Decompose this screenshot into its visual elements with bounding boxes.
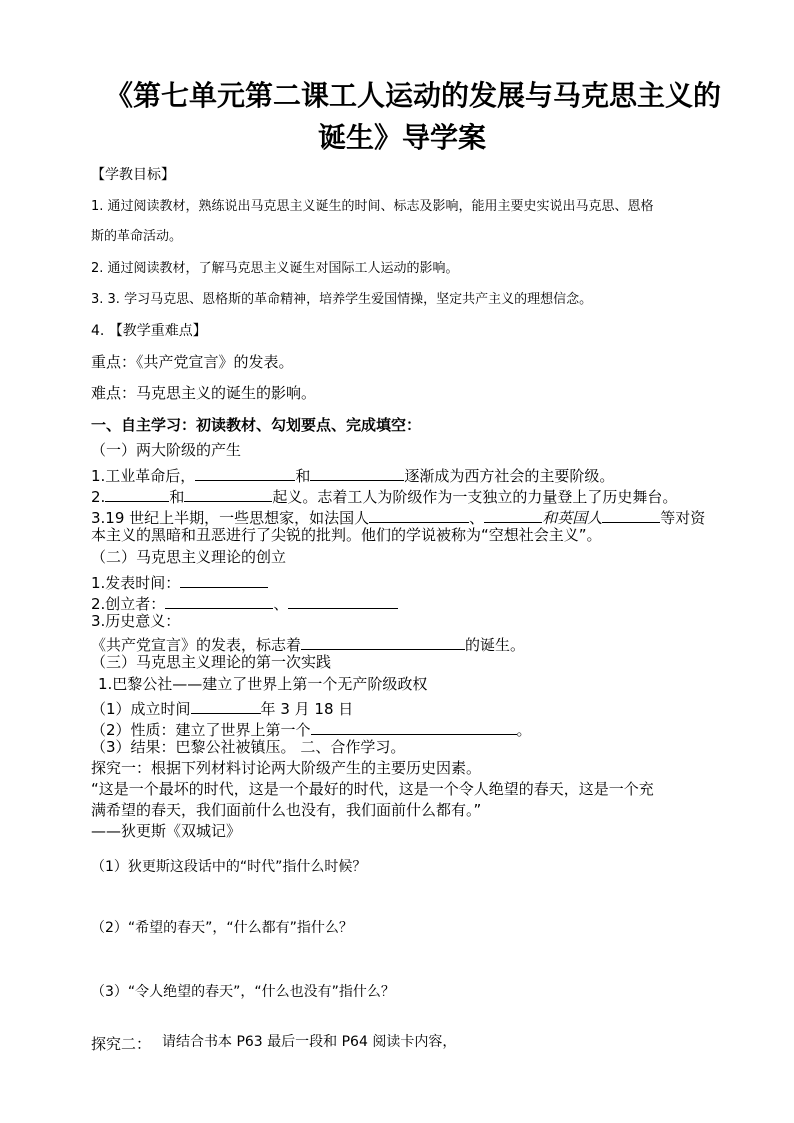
fill-blank[interactable] bbox=[180, 572, 268, 588]
sub3-question-4: （3）结果：巴黎公社被镇压。 二、合作学习。 bbox=[91, 738, 406, 756]
explore1-quote: “这是一个最坏的时代，这是一个最好的时代，这是一个令人绝望的春天，这是一个充 bbox=[91, 780, 654, 798]
objective-item-3: 3. 3. 学习马克思、恩格斯的革命精神，培养学生爱国情操，坚定共产主义的理想信念。 bbox=[91, 292, 593, 307]
objective-item-1: 1. 通过阅读教材，熟练说出马克思主义诞生的时间、标志及影响，能用主要史实说出马克思、恩格 bbox=[91, 199, 654, 214]
explore1-question-3: （3）“令人绝望的春天”，“什么也没有”指什么？ bbox=[91, 984, 395, 1000]
sub1-question-1: 1.工业革命后， 和 逐渐成为西方社会的主要阶级。 bbox=[91, 467, 615, 485]
sub3-question-2: （1）成立时间 年 3 月 18 日 bbox=[91, 700, 354, 718]
sub1-question-3-cont: 本主义的黑暗和丑恶进行了尖锐的批判。他们的学说被称为“空想社会主义”。 bbox=[91, 526, 602, 544]
explore1-quote-cont: 满希望的春天，我们面前什么也没有，我们面前什么都有。” bbox=[91, 801, 482, 819]
fill-blank[interactable] bbox=[602, 507, 660, 523]
fill-blank[interactable] bbox=[310, 465, 404, 481]
explore2-label: 探究二： bbox=[91, 1035, 152, 1053]
sub3-question-1: 1.巴黎公社——建立了世界上第一个无产阶级政权 bbox=[98, 675, 428, 693]
sub2-question-4: 《共产党宣言》的发表，标志着 的诞生。 bbox=[91, 636, 526, 654]
fill-blank[interactable] bbox=[191, 698, 261, 714]
fill-blank[interactable] bbox=[311, 719, 517, 735]
sub2-question-1: 1.发表时间： bbox=[91, 572, 268, 591]
section1-heading: 一、自主学习：初读教材、勾划要点、完成填空： bbox=[91, 416, 422, 434]
fill-blank[interactable] bbox=[184, 486, 272, 502]
sub1-question-2: 2. 和 起义。志着工人为阶级作为一支独立的力量登上了历史舞台。 bbox=[91, 488, 678, 506]
fill-blank[interactable] bbox=[288, 593, 398, 609]
fill-blank[interactable] bbox=[484, 507, 542, 523]
page-title-line2: 诞生》导学案 bbox=[318, 121, 487, 154]
explore2-text: 请结合书本 P63 最后一段和 P64 阅读卡内容， bbox=[162, 1034, 457, 1050]
explore1-question-1: （1）狄更斯这段话中的“时代”指什么时候？ bbox=[91, 859, 367, 875]
objective-item-4: 4. 【教学重难点】 bbox=[91, 323, 207, 339]
objectives-heading: 【学教目标】 bbox=[91, 167, 175, 183]
explore1-heading: 探究一：根据下列材料讨论两大阶级产生的主要历史因素。 bbox=[91, 759, 482, 777]
key-point: 重点：《共产党宣言》的发表。 bbox=[91, 353, 294, 371]
page-title-line1: 《第七单元第二课工人运动的发展与马克思主义的 bbox=[105, 79, 722, 112]
fill-blank[interactable] bbox=[195, 465, 295, 481]
explore1-source: ——狄更斯《双城记》 bbox=[91, 822, 242, 840]
objective-item-1-cont: 斯的革命活动。 bbox=[91, 229, 183, 244]
fill-blank[interactable] bbox=[369, 507, 469, 523]
explore1-question-2: （2）“希望的春天”，“什么都有”指什么？ bbox=[91, 920, 353, 936]
sub2-question-2: 2.创立者： 、 bbox=[91, 593, 398, 612]
sub2-question-3: 3.历史意义： bbox=[91, 612, 181, 630]
sub1-question-3: 3.19 世纪上半期，一些思想家，如法国人 、 和英国人 等对资 bbox=[91, 509, 706, 527]
sub2-heading: （二）马克思主义理论的创立 bbox=[91, 548, 287, 566]
sub3-heading: （三）马克思主义理论的第一次实践 bbox=[91, 653, 332, 671]
fill-blank[interactable] bbox=[165, 593, 273, 609]
difficult-point: 难点：马克思主义的诞生的影响。 bbox=[91, 384, 317, 402]
fill-blank[interactable] bbox=[105, 486, 169, 502]
objective-item-2: 2. 通过阅读教材，了解马克思主义诞生对国际工人运动的影响。 bbox=[91, 261, 459, 276]
sub1-heading: （一）两大阶级的产生 bbox=[91, 441, 242, 459]
sub3-question-3: （2）性质：建立了世界上第一个 。 bbox=[91, 721, 532, 739]
fill-blank[interactable] bbox=[301, 634, 465, 650]
